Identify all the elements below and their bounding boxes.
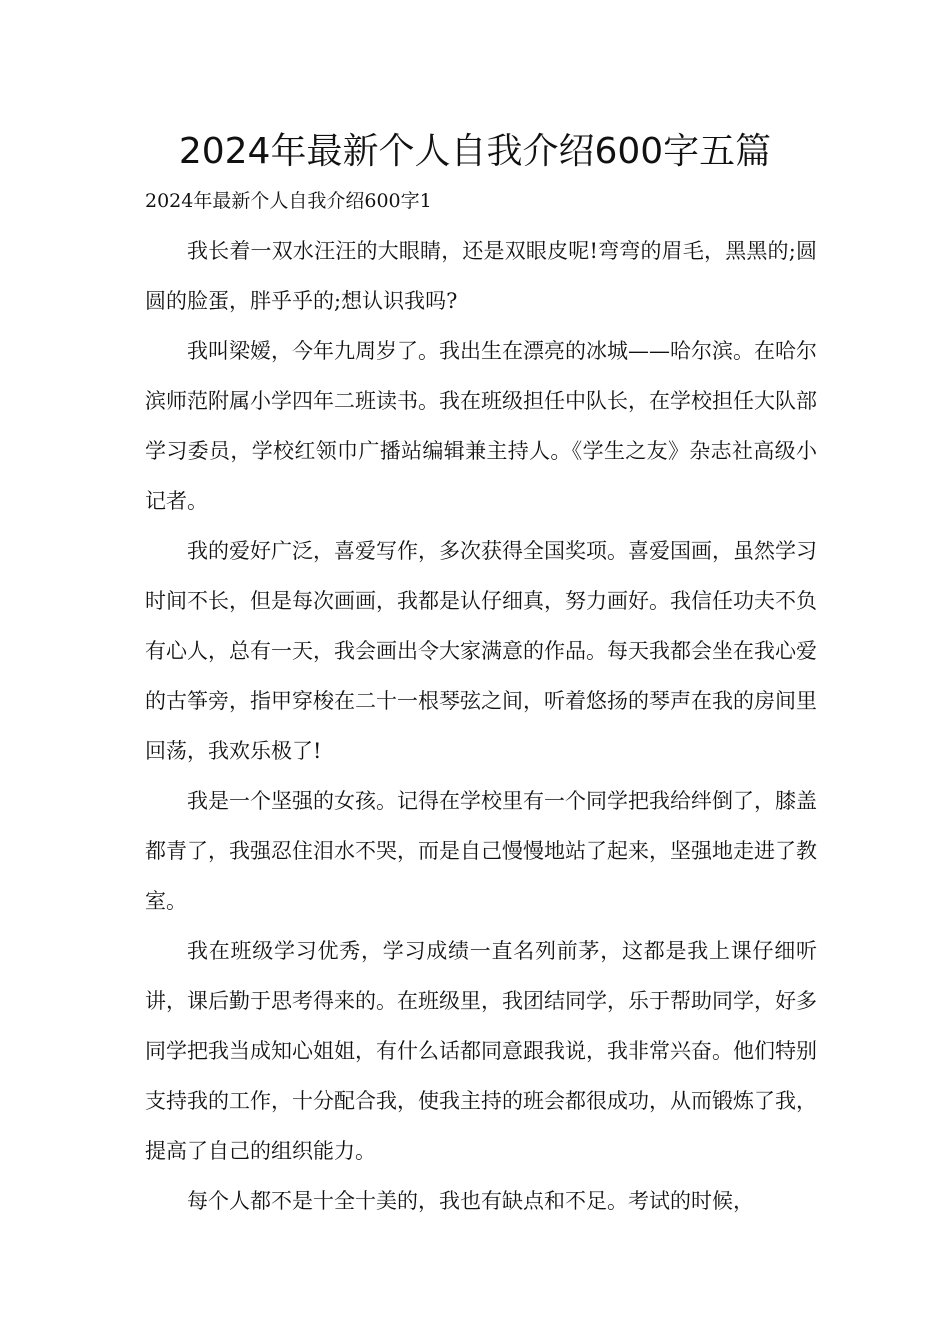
document-title: 2024年最新个人自我介绍600字五篇 [178,131,772,172]
paragraph: 我叫梁嫒，今年九周岁了。我出生在漂亮的冰城——哈尔滨。在哈尔滨师范附属小学四年二班读书。我在班级担任中队长，在学校担任大队部学习委员，学校红领巾广播站编辑兼主持人。《学生之友》杂志社高级小记者。 [145,339,817,513]
paragraph: 每个人都不是十全十美的，我也有缺点和不足。考试的时候， [187,1189,754,1213]
document-body [145,226,817,1226]
paragraph: 我长着一双水汪汪的大眼睛，还是双眼皮呢!弯弯的眉毛，黑黑的;圆圆的脸蛋，胖乎乎的;想认识我吗? [145,239,817,313]
paragraph: 我在班级学习优秀，学习成绩一直名列前茅，这都是我上课仔细听讲，课后勤于思考得来的。在班级里，我团结同学，乐于帮助同学，好多同学把我当成知心姐姐，有什么话都同意跟我说，我非常兴奋。他们特别支持我的工作，十分配合我，使我主持的班会都很成功，从而锻炼了我，提高了自己的组织能力。 [145,939,817,1163]
section-heading: 2024年最新个人自我介绍600字1 [145,190,432,212]
paragraph: 我的爱好广泛，喜爱写作，多次获得全国奖项。喜爱国画，虽然学习时间不长，但是每次画画，我都是认仔细真，努力画好。我信任功夫不负有心人，总有一天，我会画出令大家满意的作品。每天我都会坐在我心爱的古筝旁，指甲穿梭在二十一根琴弦之间，听着悠扬的琴声在我的房间里回荡，我欢乐极了! [145,539,817,763]
paragraph: 我是一个坚强的女孩。记得在学校里有一个同学把我给绊倒了，膝盖都青了，我强忍住泪水不哭，而是自己慢慢地站了起来，坚强地走进了教室。 [145,789,817,913]
